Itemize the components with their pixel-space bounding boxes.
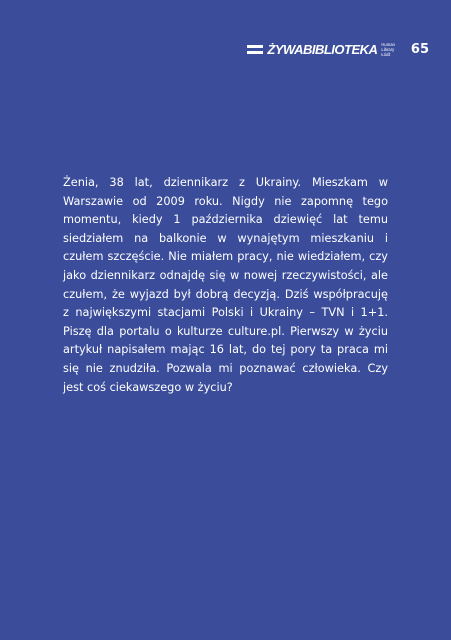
logo-subtitle-line: Library xyxy=(381,46,395,52)
logo-text: ŻYWABIBLIOTEKA xyxy=(267,41,378,57)
living-library-logo xyxy=(247,42,395,57)
page-number: 65 xyxy=(410,41,429,57)
logo-subtitle xyxy=(381,42,395,57)
logo-mark-icon xyxy=(247,43,263,56)
page-header xyxy=(247,38,429,60)
logo-subtitle-line: Human xyxy=(381,41,395,47)
body-paragraph: Żenia, 38 lat, dziennikarz z Ukrainy. Mieszkam w Warszawie od 2009 roku. Nigdy nie zapomnę tego momentu, kiedy 1 października dziewięć lat temu siedziałem na balkonie w wynajętym mieszkaniu i czułem szczęście. Nie miałem pracy, nie wiedziałem, czy jako dziennikarz odnajdę się w nowej rzeczywistości, ale czułem, że wyjazd był dobrą decyzją. Dziś współpracuję z największymi stacjami Polski i Ukrainy – TVN i 1+1. Piszę dla portalu o kulturze culture.pl. Pierwszy w życiu artykuł napisałem mając 16 lat, do tej pory ta praca mi się nie znudziła. Pozwala mi poznawać człowieka. Czy jest coś ciekawszego w życiu? xyxy=(63,176,388,394)
logo-subtitle-line: Łódź xyxy=(381,51,391,57)
